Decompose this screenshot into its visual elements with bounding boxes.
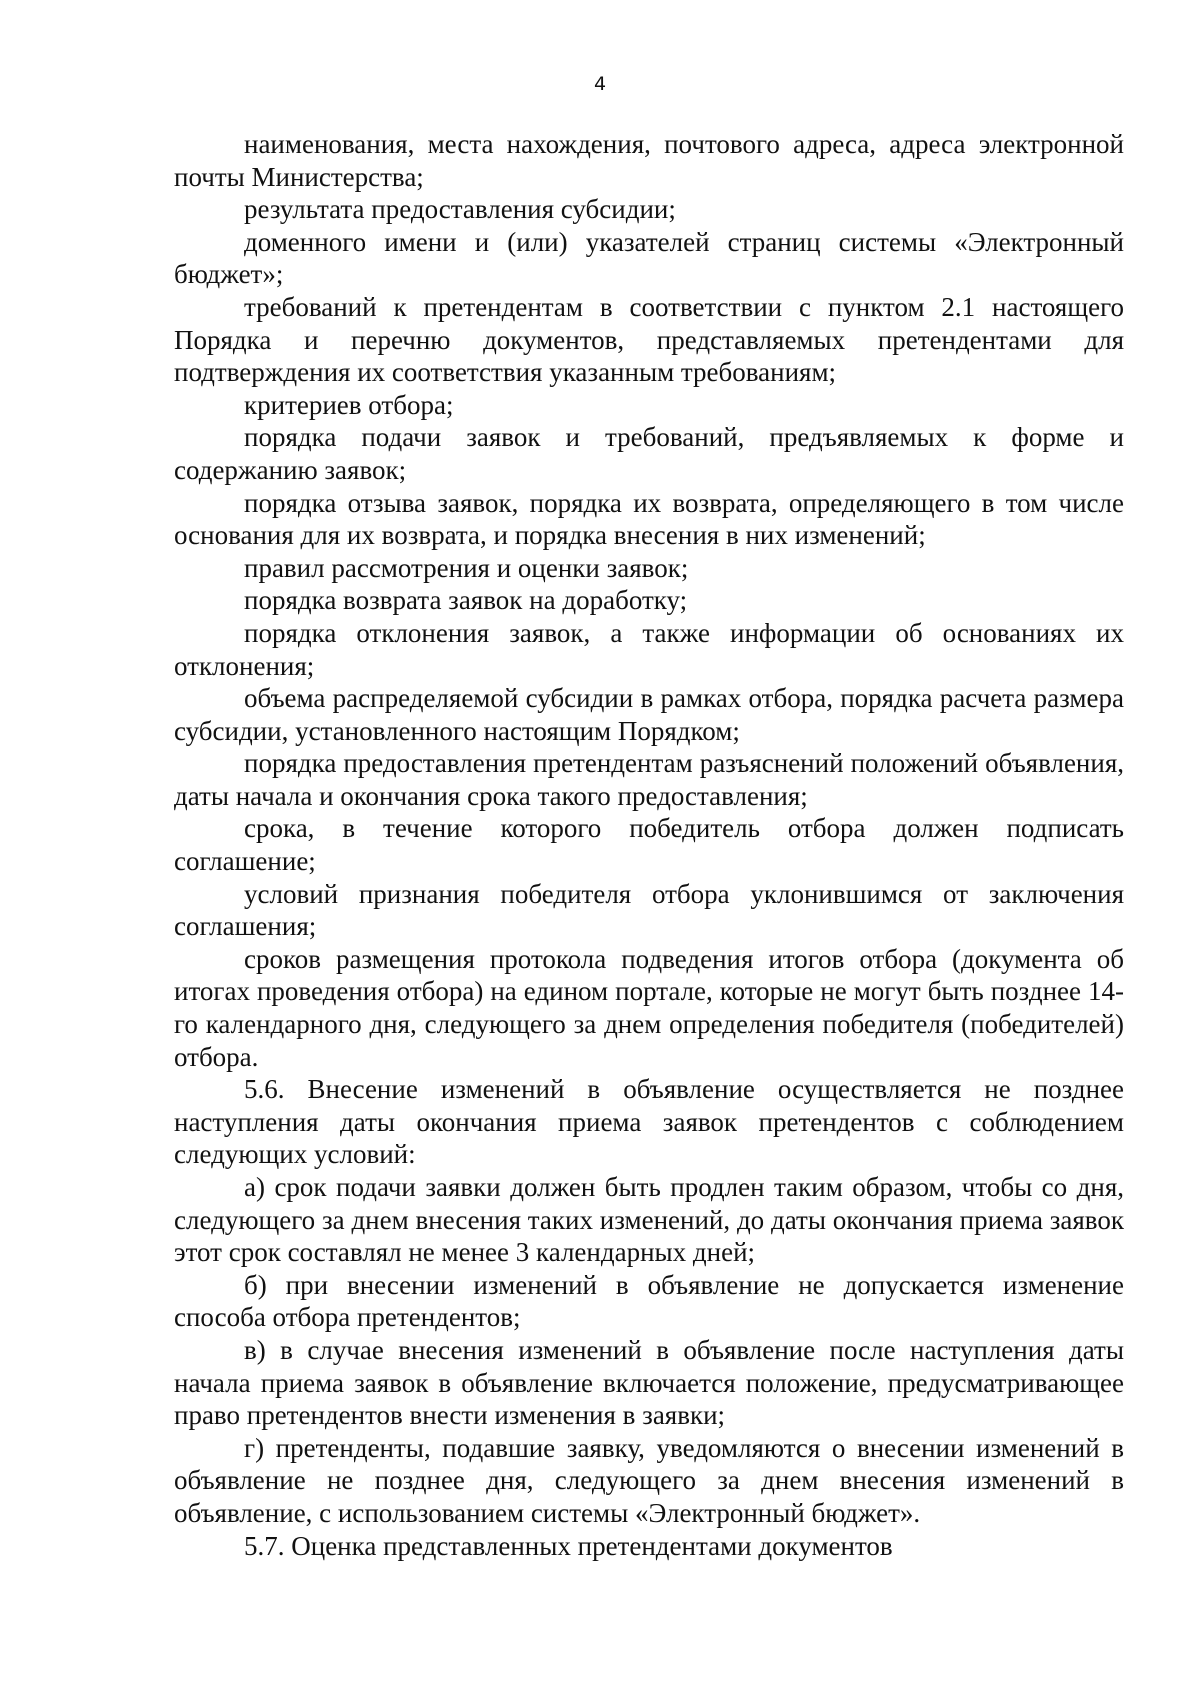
paragraph: порядка отклонения заявок, а также информации об основаниях их отклонения; <box>174 617 1124 681</box>
paragraph: порядка подачи заявок и требований, предъявляемых к форме и содержанию заявок; <box>174 422 1124 485</box>
paragraph: результата предоставления субсидии; <box>244 194 676 225</box>
paragraph: сроков размещения протокола подведения итогов отбора (документа об итогах проведения отбора) на едином портале, которые не могут быть позднее 14-го календарного дня, следующего за днем определения победителя (победителей) отбора. <box>174 943 1124 1072</box>
paragraph: правил рассмотрения и оценки заявок; <box>244 552 689 583</box>
paragraph: в) в случае внесения изменений в объявление после наступления даты начала приема заявок в объявление включается положение, предусматривающее право претендентов внести изменения в заявки; <box>174 1334 1124 1431</box>
paragraph: условий признания победителя отбора уклонившимся от заключения соглашения; <box>174 878 1124 942</box>
paragraph: доменного имени и (или) указателей страниц системы «Электронный бюджет»; <box>174 226 1124 290</box>
paragraph: а) срок подачи заявки должен быть продлен таким образом, чтобы со дня, следующего за днем внесения таких изменений, до даты окончания приема заявок этот срок составлял не менее 3 календарных дней; <box>174 1172 1124 1268</box>
document-body <box>174 128 1124 1562</box>
paragraph: критериев отбора; <box>244 389 454 420</box>
paragraph: срока, в течение которого победитель отбора должен подписать соглашение; <box>174 813 1124 877</box>
paragraph: 5.6. Внесение изменений в объявление осуществляется не позднее наступления даты окончания приема заявок претендентов с соблюдением следующих условий: <box>174 1074 1124 1170</box>
paragraph: 5.7. Оценка представленных претендентами документов <box>244 1530 893 1561</box>
paragraph: г) претенденты, подавшие заявку, уведомляются о внесении изменений в объявление не позднее дня, следующего за днем внесения изменений в объявление, с использованием системы «Электронный бюджет». <box>174 1432 1124 1528</box>
paragraph: б) при внесении изменений в объявление не допускается изменение способа отбора претендентов; <box>174 1269 1124 1333</box>
paragraph: наименования, места нахождения, почтового адреса, адреса электронной почты Министерства; <box>174 129 1124 192</box>
paragraph: объема распределяемой субсидии в рамках отбора, порядка расчета размера субсидии, установленного настоящим Порядком; <box>174 683 1124 746</box>
page-number: 4 <box>593 73 607 95</box>
paragraph: требований к претендентам в соответствии с пунктом 2.1 настоящего Порядка и перечню документов, представляемых претендентами для подтверждения их соответствия указанным требованиям; <box>174 291 1124 388</box>
paragraph: порядка отзыва заявок, порядка их возврата, определяющего в том числе основания для их возврата, и порядка внесения в них изменений; <box>174 487 1124 551</box>
paragraph: порядка возврата заявок на доработку; <box>244 585 688 616</box>
paragraph: порядка предоставления претендентам разъяснений положений объявления, даты начала и окончания срока такого предоставления; <box>174 748 1124 811</box>
